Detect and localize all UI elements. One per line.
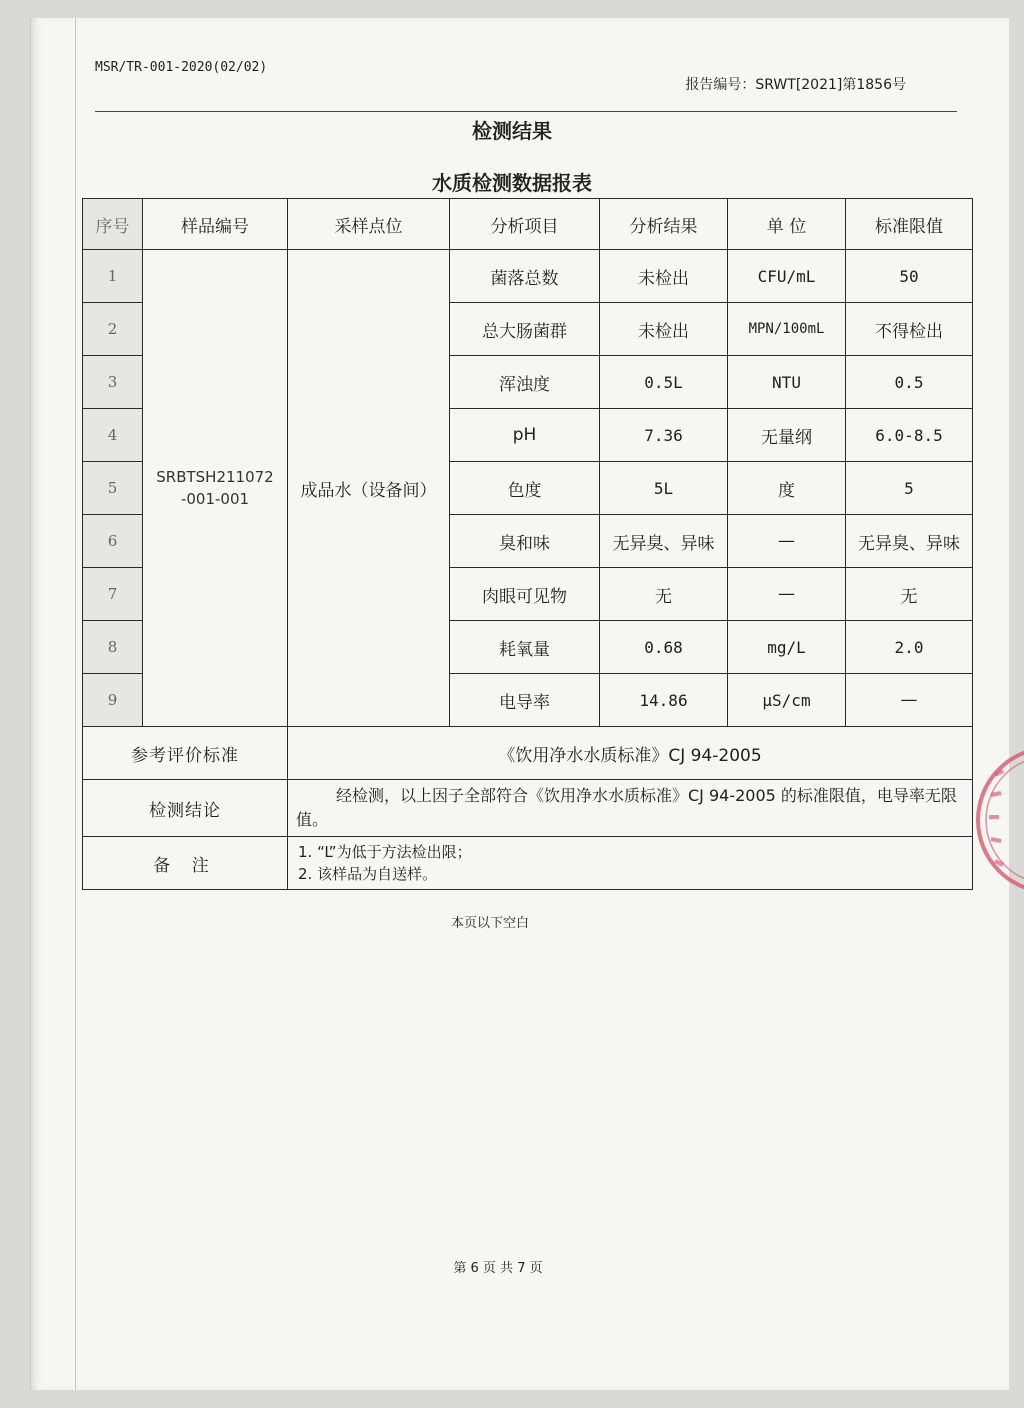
item-unit: MPN/100mL	[728, 303, 846, 356]
page-number: 第 6 页 共 7 页	[453, 1261, 543, 1276]
item-unit: μS/cm	[728, 674, 846, 727]
remarks-label: 备 注	[83, 837, 288, 890]
blank-below-note: 本页以下空白	[450, 916, 529, 931]
row-no: 7	[83, 568, 143, 621]
row-no: 1	[83, 250, 143, 303]
item-unit: NTU	[728, 356, 846, 409]
item-name: 电导率	[450, 674, 600, 727]
item-unit: CFU/mL	[728, 250, 846, 303]
item-limit: —	[846, 674, 973, 727]
conclusion-label: 检测结论	[83, 780, 288, 837]
row-no: 9	[83, 674, 143, 727]
reference-label: 参考评价标准	[83, 727, 288, 780]
remarks-row	[83, 837, 973, 890]
reference-standard: 《饮用净水水质标准》CJ 94-2005	[288, 727, 973, 780]
item-name: 浑浊度	[450, 356, 600, 409]
official-seal-stamp	[955, 735, 1024, 905]
item-result: 7.36	[600, 409, 728, 462]
item-result: 无	[600, 568, 728, 621]
header-limit: 标准限值	[846, 199, 973, 250]
table-row	[83, 250, 973, 303]
reference-row	[83, 727, 973, 780]
item-limit: 不得检出	[846, 303, 973, 356]
row-no: 3	[83, 356, 143, 409]
sampling-location: 成品水（设备间）	[288, 250, 450, 727]
conclusion-row	[83, 780, 973, 837]
item-name: 耗氧量	[450, 621, 600, 674]
sample-id-line1: SRBTSH211072	[156, 468, 274, 486]
remark-1: 1. “L”为低于方法检出限；	[298, 843, 472, 861]
remark-2: 2. 该样品为自送样。	[298, 865, 438, 883]
item-limit: 无	[846, 568, 973, 621]
document-code: MSR/TR-001-2020(02/02)	[95, 60, 268, 75]
item-name: 色度	[450, 462, 600, 515]
report-number: 报告编号：SRWT[2021]第1856号	[685, 77, 906, 93]
item-result: 0.5L	[600, 356, 728, 409]
item-name: pH	[450, 409, 600, 462]
item-limit: 5	[846, 462, 973, 515]
row-no: 2	[83, 303, 143, 356]
item-unit: —	[728, 515, 846, 568]
water-quality-table	[82, 198, 973, 890]
item-unit: 无量纲	[728, 409, 846, 462]
item-limit: 无异臭、异味	[846, 515, 973, 568]
remarks-cell	[288, 837, 973, 890]
row-no: 6	[83, 515, 143, 568]
item-limit: 0.5	[846, 356, 973, 409]
item-result: 未检出	[600, 303, 728, 356]
binding-line	[75, 18, 76, 1390]
header-unit: 单 位	[728, 199, 846, 250]
item-name: 肉眼可见物	[450, 568, 600, 621]
conclusion-text: 经检测，以上因子全部符合《饮用净水水质标准》CJ 94-2005 的标准限值，电导率无限值。	[296, 786, 957, 829]
table-header-row	[83, 199, 973, 250]
header-item: 分析项目	[450, 199, 600, 250]
row-no: 4	[83, 409, 143, 462]
table-title: 水质检测数据报表	[432, 171, 592, 195]
header-no: 序号	[83, 199, 143, 250]
row-no: 5	[83, 462, 143, 515]
section-title: 检测结果	[472, 119, 552, 143]
item-name: 臭和味	[450, 515, 600, 568]
item-limit: 50	[846, 250, 973, 303]
header-location: 采样点位	[288, 199, 450, 250]
item-unit: mg/L	[728, 621, 846, 674]
item-name: 总大肠菌群	[450, 303, 600, 356]
item-limit: 6.0-8.5	[846, 409, 973, 462]
header-result: 分析结果	[600, 199, 728, 250]
header-divider	[95, 111, 957, 112]
sample-id-cell	[143, 250, 288, 727]
item-unit: —	[728, 568, 846, 621]
conclusion-cell	[288, 780, 973, 837]
item-result: 未检出	[600, 250, 728, 303]
item-name: 菌落总数	[450, 250, 600, 303]
row-no: 8	[83, 621, 143, 674]
sample-id-line2: -001-001	[180, 490, 250, 508]
item-result: 无异臭、异味	[600, 515, 728, 568]
item-result: 14.86	[600, 674, 728, 727]
item-unit: 度	[728, 462, 846, 515]
item-result: 5L	[600, 462, 728, 515]
item-limit: 2.0	[846, 621, 973, 674]
header-sample-id: 样品编号	[143, 199, 288, 250]
item-result: 0.68	[600, 621, 728, 674]
